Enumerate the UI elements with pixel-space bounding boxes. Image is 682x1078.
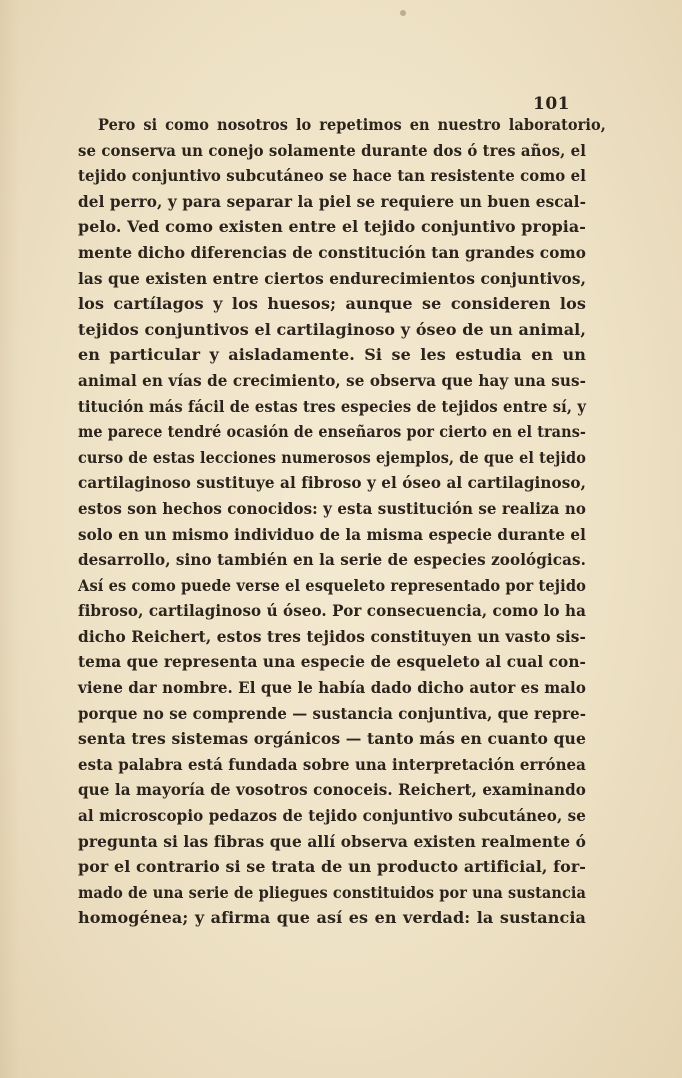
text-line: curso de estas lecciones numerosos ejemplos, de que el tejido: [78, 447, 586, 467]
text-line: me parece tendré ocasión de enseñaros por cierto en el trans-: [78, 422, 586, 442]
text-line: Así es como puede verse el esqueleto representado por tejido: [78, 575, 586, 595]
text-line: por el contrario si se trata de un producto artificial, for-: [78, 857, 586, 877]
text-line: titución más fácil de estas tres especies de tejidos entre sí, y: [78, 396, 586, 416]
text-line: animal en vías de crecimiento, se observa que hay una sus-: [78, 370, 586, 390]
text-line: Pero si como nosotros lo repetimos en nuestro laboratorio,: [97, 115, 606, 134]
text-line: viene dar nombre. El que le había dado dicho autor es malo: [78, 678, 586, 698]
text-line: los cartílagos y los huesos; aunque se consideren los: [78, 294, 586, 314]
text-line: esta palabra está fundada sobre una interpretación errónea: [78, 754, 586, 774]
text-line: del perro, y para separar la piel se requiere un buen escal-: [78, 191, 586, 211]
text-line: que la mayoría de vosotros conoceis. Reichert, examinando: [78, 780, 586, 800]
text-line: porque no se comprende — sustancia conjuntiva, que repre-: [78, 703, 586, 723]
text-line: pregunta si las fibras que allí observa existen realmente ó: [78, 831, 586, 851]
paper-stain: [400, 10, 406, 16]
text-line: dicho Reichert, estos tres tejidos constituyen un vasto sis-: [78, 626, 586, 646]
text-line: estos son hechos conocidos: y esta sustitución se realiza no: [78, 498, 586, 518]
text-line: desarrollo, sino también en la serie de especies zoológicas.: [78, 550, 586, 570]
text-line: mado de una serie de pliegues constituidos por una sustancia: [78, 882, 586, 902]
text-line: en particular y aisladamente. Si se les estudia en un: [78, 345, 586, 365]
text-line: tema que representa una especie de esqueleto al cual con-: [78, 652, 586, 672]
text-line: las que existen entre ciertos endurecimientos conjuntivos,: [78, 268, 586, 288]
text-line: solo en un mismo individuo de la misma especie durante el: [78, 524, 586, 544]
text-line: tejidos conjuntivos el cartilaginoso y óseo de un animal,: [78, 319, 586, 339]
body-text: [78, 112, 606, 931]
text-line: cartilaginoso sustituye al fibroso y el óseo al cartilaginoso,: [78, 473, 586, 493]
text-line: homogénea; y afirma que así es en verdad: la sustancia: [78, 908, 586, 928]
text-line: senta tres sistemas orgánicos — tanto más en cuanto que: [78, 729, 586, 749]
paper-stain: [0, 0, 20, 1078]
text-line: fibroso, cartilaginoso ú óseo. Por consecuencia, como lo ha: [78, 601, 586, 621]
text-line: pelo. Ved como existen entre el tejido conjuntivo propia-: [78, 217, 586, 237]
text-line: tejido conjuntivo subcutáneo se hace tan resistente como el: [78, 166, 586, 186]
text-line: mente dicho diferencias de constitución tan grandes como: [78, 242, 586, 262]
page-number: 101: [533, 94, 570, 114]
text-line: al microscopio pedazos de tejido conjuntivo subcutáneo, se: [78, 806, 586, 826]
text-line: se conserva un conejo solamente durante dos ó tres años, el: [78, 140, 586, 160]
